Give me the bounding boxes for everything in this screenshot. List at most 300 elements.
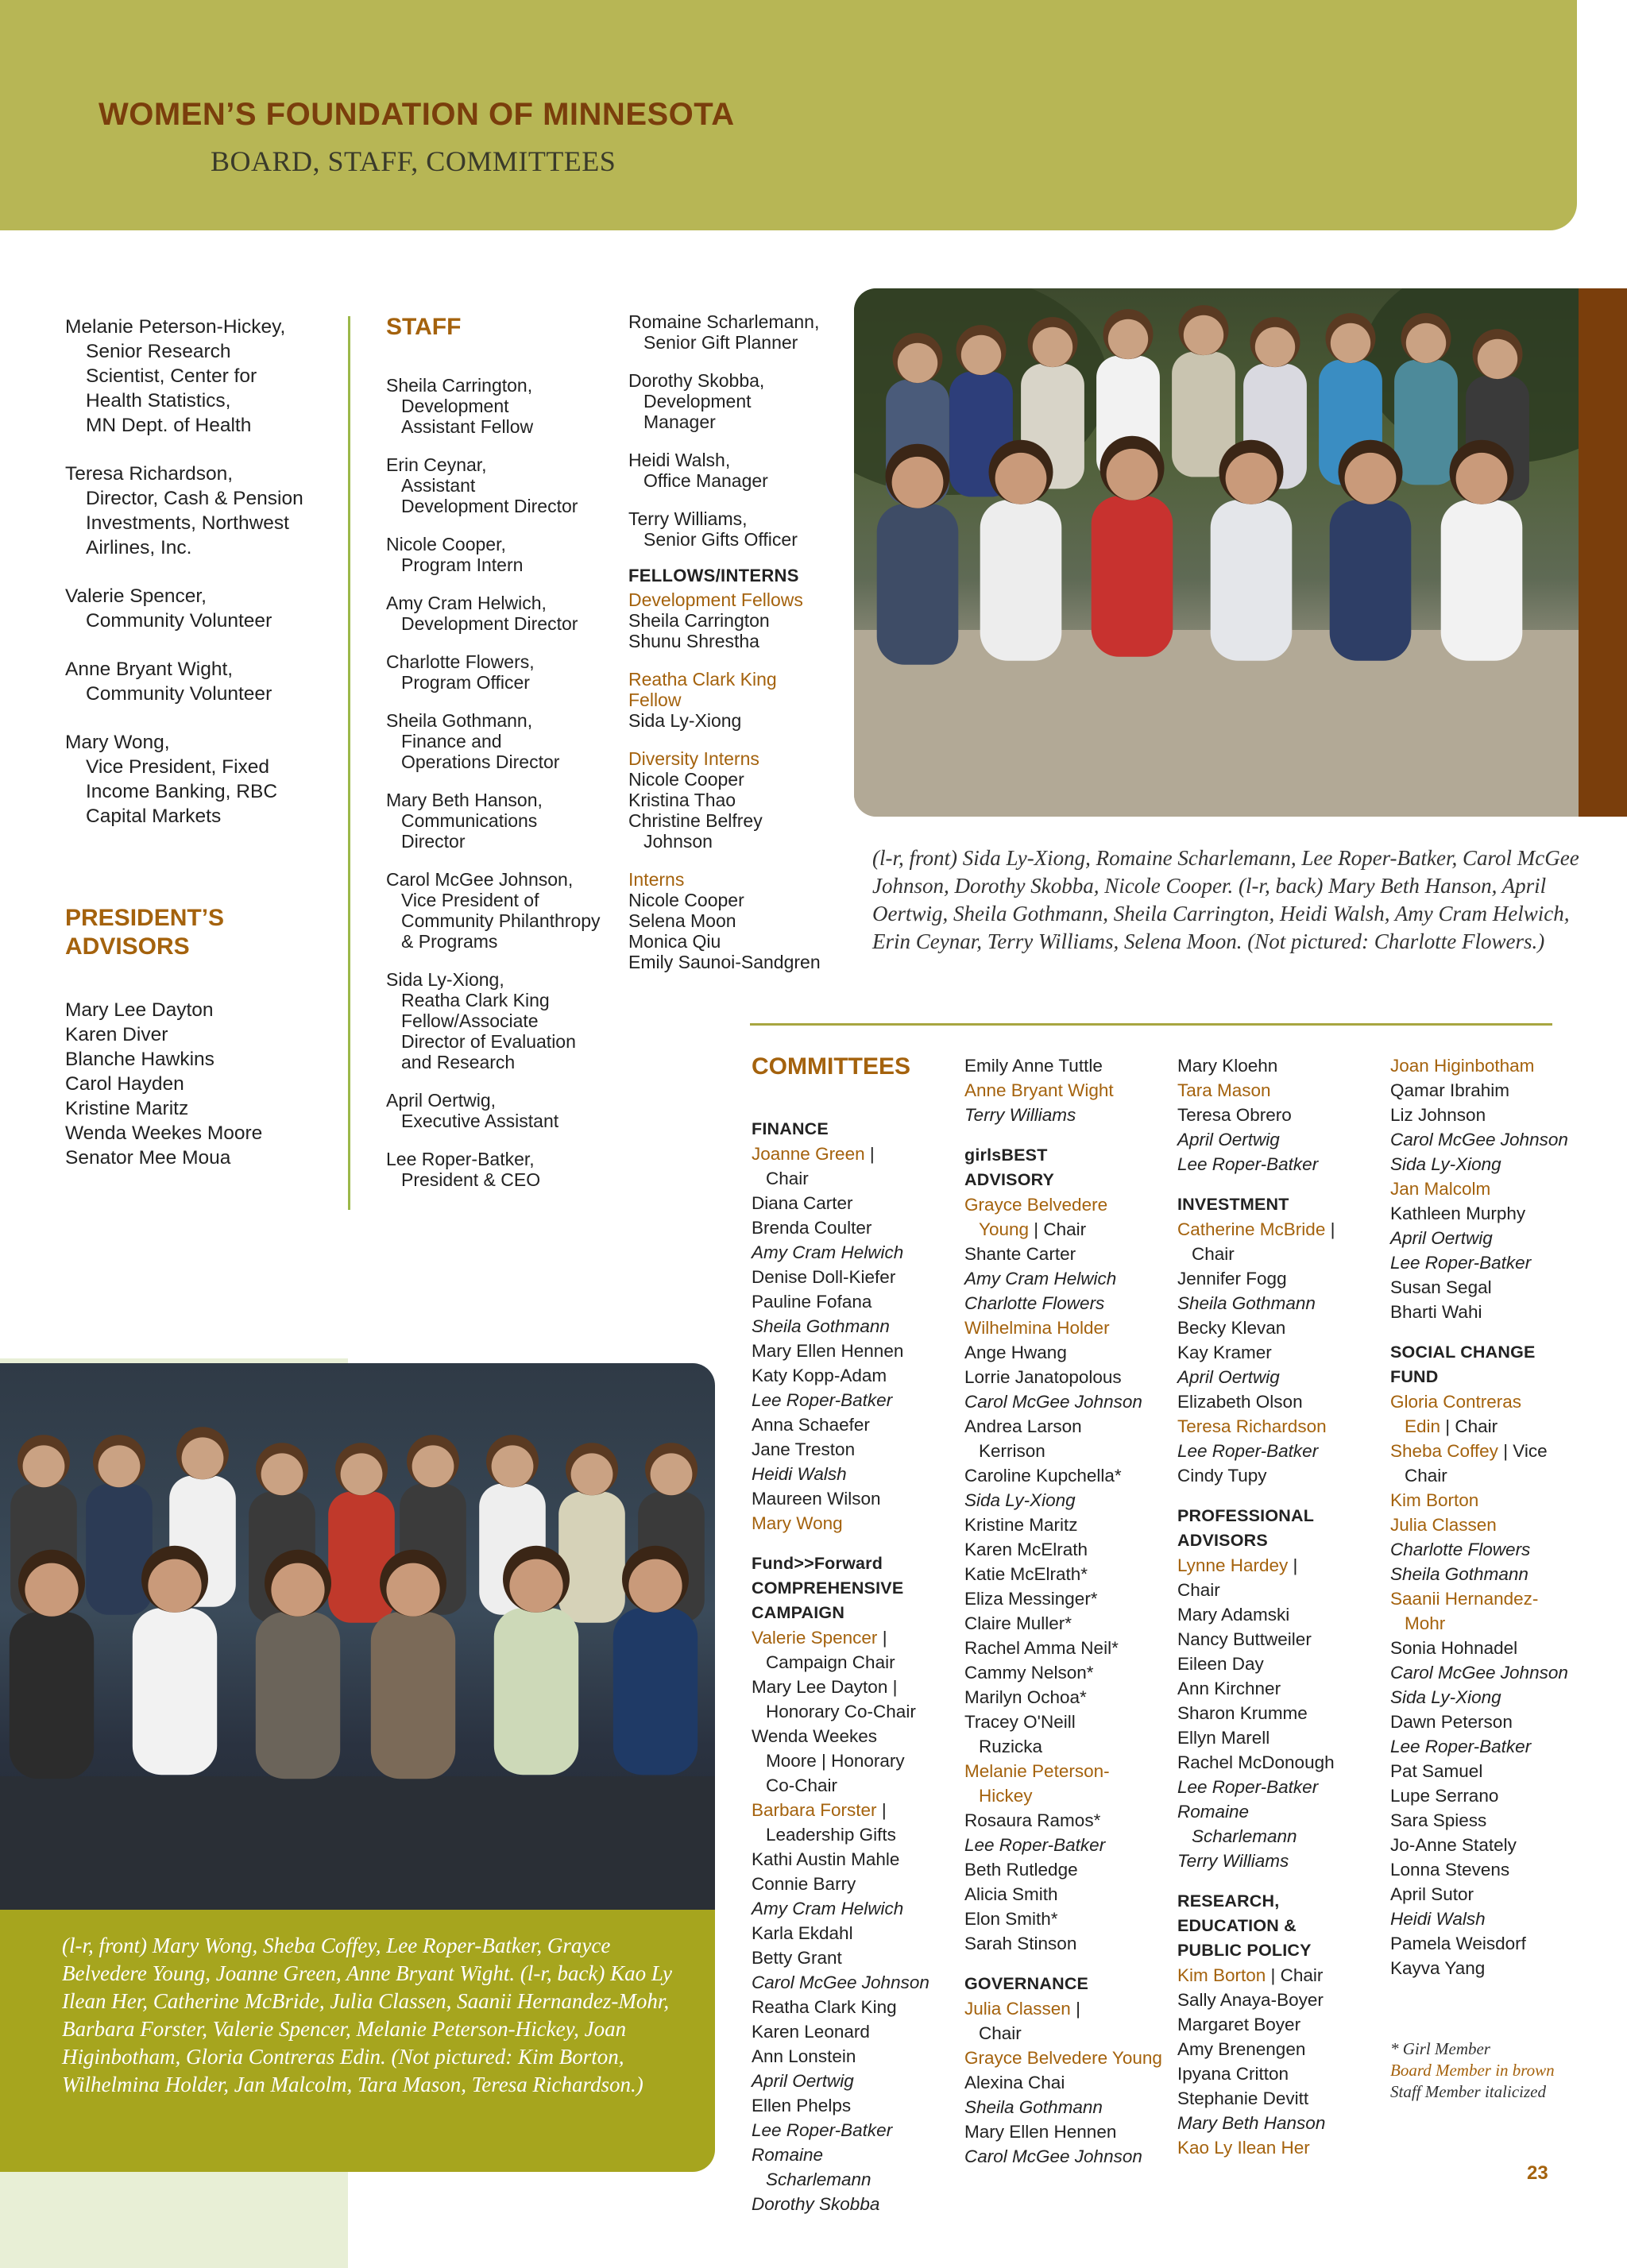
fellow-name: Monica Qiu <box>628 931 721 952</box>
person-face <box>182 1437 224 1479</box>
board-member-role: Investments, Northwest <box>86 512 289 534</box>
committee-line <box>964 1439 1171 1463</box>
legend-board: Board Member in brown <box>1390 2061 1555 2080</box>
committee-line <box>752 1798 958 1822</box>
committee-line <box>752 1822 958 1847</box>
staff-member-name: Sheila Carrington, <box>386 375 533 396</box>
committee-line <box>964 1586 1171 1611</box>
committee-line <box>964 1562 1171 1586</box>
committee-suffix: | <box>1325 1219 1335 1239</box>
fellows-group <box>628 589 859 651</box>
committee-member: Karen McElrath <box>964 1540 1088 1559</box>
page-number: 23 <box>1527 2162 1548 2184</box>
staff-member-name: Nicole Cooper, <box>386 534 506 554</box>
committee-heading <box>752 1601 958 1625</box>
committee-line <box>752 1921 958 1945</box>
legend <box>1390 2038 1555 2103</box>
staff-list-1 <box>386 375 624 1190</box>
committee-member: Beth Rutledge <box>964 1860 1078 1880</box>
committee-line <box>752 1724 958 1748</box>
committee-line <box>1390 1250 1621 1275</box>
fellow-name: Christine Belfrey <box>628 810 763 831</box>
committee-line <box>1390 1833 1621 1857</box>
committee-member: Katie McElrath* <box>964 1564 1088 1584</box>
fellows-group-label: Interns <box>628 869 685 890</box>
committee-heading <box>752 1551 958 1576</box>
committee-line <box>752 1388 958 1412</box>
committee-line <box>752 1872 958 1896</box>
committee-member: Teresa Obrero <box>1177 1105 1292 1125</box>
staff-member-name: Lee Roper-Batker, <box>386 1149 535 1169</box>
committee-member: Rachel McDonough <box>1177 1752 1335 1772</box>
committee-member: Kao Ly Ilean Her <box>1177 2138 1310 2158</box>
committee-member: Connie Barry <box>752 1874 856 1894</box>
committee-member: Mary Kloehn <box>1177 1056 1278 1076</box>
person-face <box>99 1445 141 1487</box>
committee-member: Chair <box>1177 1580 1220 1600</box>
committee-heading-text: PUBLIC POLICY <box>1177 1941 1312 1960</box>
committee-member: Susan Segal <box>1390 1277 1492 1297</box>
committees-column-4 <box>1390 1053 1621 1980</box>
committee-heading-text: FINANCE <box>752 1119 829 1138</box>
committee-line <box>964 1365 1171 1389</box>
committee-member: Lee Roper-Batker <box>964 1835 1106 1855</box>
committee-line <box>1390 1537 1621 1562</box>
committee-line <box>752 1511 958 1536</box>
committee-line <box>752 1363 958 1388</box>
committee-member: Mary Beth Hanson <box>1177 2113 1326 2133</box>
committee-member: Mary Ellen Hennen <box>752 1341 904 1361</box>
committee-line <box>1177 1316 1384 1340</box>
committee-member: Eliza Messinger* <box>964 1589 1098 1609</box>
committee-line <box>1390 1710 1621 1734</box>
committee-line <box>964 1340 1171 1365</box>
committee-line <box>752 1625 958 1650</box>
committee-member: Joan Higinbotham <box>1390 1056 1535 1076</box>
person-silhouette <box>10 1612 94 1779</box>
advisor-name: Mary Lee Dayton <box>65 999 214 1021</box>
committee-member: Carol McGee Johnson <box>964 2146 1142 2166</box>
committee-member: Kay Kramer <box>1177 1343 1272 1362</box>
committee-line <box>752 2069 958 2093</box>
staff-photo-caption: (l-r, front) Sida Ly-Xiong, Romaine Scharlemann, Lee Roper-Batker, Carol McGee Johnson, Dorothy Skobba, Nicole Cooper. (l-r, back) Mary Beth Hanson, April Oertwig, Sheila Gothmann, Sheila Carrington, Heidi Walsh, Amy Cram Helwich, Erin Ceynar, Terry Williams, Selena Moon. (Not pictured: Charlotte Flowers.) <box>872 846 1579 953</box>
committee-line <box>752 1748 958 1773</box>
staff-member-role: Office Manager <box>643 470 768 491</box>
committee-member: Alexina Chai <box>964 2073 1065 2092</box>
committee-line <box>1177 1242 1384 1266</box>
committee-heading-text: SOCIAL CHANGE <box>1390 1343 1536 1362</box>
committee-line <box>1390 1389 1621 1414</box>
staff-section-2 <box>628 311 859 990</box>
committee-line <box>1177 1463 1384 1488</box>
fellow-name: Sida Ly-Xiong <box>628 710 742 731</box>
staff-member-role: Development Director <box>401 613 578 634</box>
committee-member: Carol McGee Johnson <box>964 1392 1142 1412</box>
committee-member: Amy Cram Helwich <box>752 1899 904 1918</box>
person-silhouette <box>371 1612 455 1779</box>
committee-member: Jennifer Fogg <box>1177 1269 1287 1289</box>
committee-member: Ellen Phelps <box>752 2096 852 2115</box>
committee-line <box>1177 1414 1384 1439</box>
person-silhouette <box>877 504 959 665</box>
committee-member: Lee Roper-Batker <box>1390 1253 1532 1273</box>
committee-member: Wenda Weekes <box>752 1726 878 1746</box>
committee-member: Tara Mason <box>1177 1080 1271 1100</box>
committee-member: April Oertwig <box>1177 1367 1280 1387</box>
committee-line <box>1177 1439 1384 1463</box>
committee-line <box>752 1437 958 1462</box>
staff-member-role: Fellow/Associate <box>401 1010 539 1031</box>
committee-heading <box>964 1972 1171 1996</box>
committee-member: Sara Spiess <box>1390 1810 1487 1830</box>
committee-member: Ruzicka <box>979 1737 1043 1756</box>
committee-heading-text: girlsBEST <box>964 1146 1048 1165</box>
person-face <box>995 453 1047 504</box>
staff-member-entry <box>386 710 624 772</box>
person-silhouette <box>980 500 1062 661</box>
committee-line <box>752 1462 958 1486</box>
committee-member: Tracey O'Neill <box>964 1712 1076 1732</box>
committee-member: Rosaura Ramos* <box>964 1810 1101 1830</box>
staff-photo-illustration <box>854 288 1579 817</box>
committee-member: Caroline Kupchella* <box>964 1466 1122 1486</box>
staff-member-role: Director of Evaluation <box>401 1031 576 1052</box>
committee-line <box>752 1650 958 1675</box>
committee-line <box>752 1191 958 1215</box>
committee-line <box>964 1710 1171 1734</box>
committee-member: Lee Roper-Batker <box>1390 1737 1532 1756</box>
board-member-role: Health Statistics, <box>86 390 231 411</box>
committee-line <box>1177 1824 1384 1849</box>
staff-member-name: Sida Ly-Xiong, <box>386 969 504 990</box>
committee-line <box>1177 1266 1384 1291</box>
committee-line <box>1177 2012 1384 2037</box>
staff-member-role: and Research <box>401 1052 516 1072</box>
person-face <box>1456 453 1508 504</box>
committee-member: Sonia Hohnadel <box>1390 1638 1518 1658</box>
staff-member-entry <box>386 534 624 575</box>
board-member-name: Melanie Peterson-Hickey, <box>65 316 286 338</box>
committee-member: Reatha Clark King <box>752 1997 897 2017</box>
committee-line <box>752 2192 958 2216</box>
committee-member: Sheila Gothmann <box>1177 1293 1316 1313</box>
committee-line <box>752 1265 958 1289</box>
committee-line <box>752 2118 958 2142</box>
committee-member: Julia Classen <box>964 1999 1071 2019</box>
committee-member: Diana Carter <box>752 1193 853 1213</box>
committee-member: Valerie Spencer <box>752 1628 878 1648</box>
committee-suffix: | <box>864 1144 875 1164</box>
board-member-role: Capital Markets <box>86 806 222 827</box>
committee-member: Margaret Boyer <box>1177 2015 1301 2034</box>
committee-line <box>1390 1759 1621 1783</box>
person-face <box>1478 339 1517 379</box>
staff-member-entry <box>386 375 624 437</box>
person-face <box>1345 453 1397 504</box>
committee-line <box>964 1316 1171 1340</box>
board-photo-illustration <box>0 1363 715 1910</box>
staff-member-role: Director <box>401 831 466 852</box>
caption-divider <box>750 1023 1552 1026</box>
committee-member: Lee Roper-Batker <box>1177 1777 1319 1797</box>
committee-member: Pauline Fofana <box>752 1292 872 1312</box>
staff-member-role: Development <box>643 391 752 411</box>
committee-line <box>964 1857 1171 1882</box>
committee-line <box>1177 1725 1384 1750</box>
committee-line <box>1177 1988 1384 2012</box>
advisor-name: Carol Hayden <box>65 1073 184 1095</box>
committee-line <box>752 2167 958 2192</box>
committee-member: Amy Cram Helwich <box>752 1242 904 1262</box>
advisors-list <box>65 998 343 1170</box>
committee-member: Lynne Hardey <box>1177 1555 1289 1575</box>
committee-line <box>964 1078 1171 1103</box>
board-member-role: Senior Research <box>86 341 231 362</box>
person-silhouette <box>86 1484 153 1615</box>
committee-member: Kayva Yang <box>1390 1958 1486 1978</box>
person-face <box>1184 315 1223 355</box>
fellow-name: Selena Moon <box>628 910 736 931</box>
committee-line <box>964 1513 1171 1537</box>
committee-member: Kathleen Murphy <box>1390 1204 1526 1223</box>
committee-member: Shante Carter <box>964 1244 1076 1264</box>
committee-member: Jan Malcolm <box>1390 1179 1491 1199</box>
committee-heading-text: RESEARCH, <box>1177 1891 1280 1911</box>
committee-line <box>1390 1414 1621 1439</box>
committee-member: Lee Roper-Batker <box>1177 1154 1319 1174</box>
committee-line <box>752 1142 958 1166</box>
person-face <box>341 1453 383 1495</box>
committee-member: Elon Smith* <box>964 1909 1058 1929</box>
presidents-advisors-heading: PRESIDENT’S ADVISORS <box>65 905 225 960</box>
committee-heading-text: CAMPAIGN <box>752 1603 845 1622</box>
committee-line <box>964 1611 1171 1636</box>
committee-line <box>964 1291 1171 1316</box>
committee-line <box>964 1217 1171 1242</box>
committee-line <box>1390 1226 1621 1250</box>
committee-line <box>1177 1078 1384 1103</box>
committee-line <box>1177 1750 1384 1775</box>
person-face <box>892 457 944 508</box>
committee-line <box>964 1103 1171 1127</box>
board-member-entry <box>65 315 343 438</box>
staff-member-role: President & CEO <box>401 1169 541 1190</box>
committee-heading <box>1390 1340 1621 1365</box>
committee-line <box>1390 1275 1621 1300</box>
committee-member: Marilyn Ochoa* <box>964 1687 1087 1707</box>
committee-heading <box>1390 1365 1621 1389</box>
fellows-group <box>628 869 859 972</box>
committee-heading-text: EDUCATION & <box>1177 1916 1297 1935</box>
committee-line <box>1390 1201 1621 1226</box>
committee-line <box>752 1339 958 1363</box>
committee-member: Campaign Chair <box>766 1652 895 1672</box>
committee-line <box>964 1907 1171 1931</box>
staff-member-role: Finance and <box>401 731 502 751</box>
fellow-name: Johnson <box>643 831 713 852</box>
committee-member: Elizabeth Olson <box>1177 1392 1303 1412</box>
committee-member: Ann Kirchner <box>1177 1679 1281 1698</box>
committee-member: Wilhelmina Holder <box>964 1318 1110 1338</box>
committee-line <box>1390 1636 1621 1660</box>
board-photo-caption: (l-r, front) Mary Wong, Sheba Coffey, Lee Roper-Batker, Grayce Belvedere Young, Joanne Green, Anne Bryant Wight. (l-r, back) Kao Ly Ilean Her, Catherine McBride, Julia Classen, Saanii Hernandez-Mohr, Barbara Forster, Valerie Spencer, Melanie Peterson-Hickey, Joan Higinbotham, Gloria Contreras Edin. (Not pictured: Kim Borton, Wilhelmina Holder, Jan Malcolm, Tara Mason, Teresa Richardson.) <box>62 1934 673 2096</box>
committee-heading <box>752 1117 958 1142</box>
person-face <box>271 1563 324 1617</box>
committee-member: Carol McGee Johnson <box>1390 1130 1568 1149</box>
committee-line <box>1390 1783 1621 1808</box>
board-member-role: Vice President, Fixed <box>86 756 270 778</box>
committee-heading <box>1177 1504 1384 1528</box>
committee-member: Ann Lonstein <box>752 2046 856 2066</box>
committee-suffix: | Chair <box>1440 1416 1498 1436</box>
person-face <box>1255 327 1295 367</box>
spacer <box>964 1956 1171 1972</box>
committee-line <box>1390 1439 1621 1463</box>
board-member-role: Community Volunteer <box>86 610 272 632</box>
committee-member: Catherine McBride <box>1177 1219 1326 1239</box>
staff-member-entry <box>386 593 624 634</box>
committee-line <box>964 1242 1171 1266</box>
committee-member: Rachel Amma Neil* <box>964 1638 1119 1658</box>
committee-member: Hickey <box>979 1786 1033 1806</box>
committee-member: Brenda Coulter <box>752 1218 872 1238</box>
staff-heading: STAFF <box>386 314 462 340</box>
staff-member-entry <box>386 969 624 1072</box>
board-member-entry <box>65 730 343 829</box>
committee-line <box>1177 1963 1384 1988</box>
staff-member-name: Romaine Scharlemann, <box>628 311 820 332</box>
committee-member: Grayce Belvedere Young <box>964 2048 1162 2068</box>
committee-line <box>964 1660 1171 1685</box>
committee-line <box>1390 1931 1621 1956</box>
committee-member: Pamela Weisdorf <box>1390 1934 1526 1953</box>
committee-line <box>964 1053 1171 1078</box>
fellows-group <box>628 669 859 731</box>
person-face <box>386 1563 439 1617</box>
committee-line <box>1390 1562 1621 1586</box>
committee-line <box>1177 1602 1384 1627</box>
committee-member: Scharlemann <box>1192 1826 1297 1846</box>
committee-member: Lorrie Janatopolous <box>964 1367 1122 1387</box>
committee-member: Mary Lee Dayton | <box>752 1677 898 1697</box>
committee-member: Chair <box>1405 1466 1447 1486</box>
person-face <box>1108 319 1148 359</box>
committee-line <box>1390 1734 1621 1759</box>
committee-heading <box>752 1576 958 1601</box>
staff-member-role: Assistant Fellow <box>401 416 534 437</box>
committee-member: Sida Ly-Xiong <box>1390 1687 1501 1707</box>
staff-member-role: Senior Gift Planner <box>643 332 798 353</box>
committee-member: Heidi Walsh <box>752 1464 847 1484</box>
staff-member-role: Development <box>401 396 509 416</box>
committee-member: Andrea Larson <box>964 1416 1082 1436</box>
staff-member-entry <box>628 311 859 353</box>
staff-member-name: Terry Williams, <box>628 508 748 529</box>
fellow-name: Sheila Carrington <box>628 610 770 631</box>
committee-member: Romaine <box>752 2145 824 2165</box>
staff-member-entry <box>386 1090 624 1131</box>
committee-line <box>1177 1340 1384 1365</box>
committee-line <box>1390 1956 1621 1980</box>
committee-heading-text: FUND <box>1390 1367 1439 1386</box>
committee-member: Emily Anne Tuttle <box>964 1056 1103 1076</box>
person-face <box>492 1445 534 1487</box>
board-member-role: Community Volunteer <box>86 683 272 705</box>
committee-member: Sheila Gothmann <box>964 2097 1103 2117</box>
staff-member-role: Communications <box>401 810 538 831</box>
committee-member: Karen Leonard <box>752 2022 870 2042</box>
person-face <box>898 343 937 383</box>
committee-line <box>752 1240 958 1265</box>
advisor-name: Wenda Weekes Moore <box>65 1122 263 1144</box>
committee-line <box>1390 1857 1621 1882</box>
committee-line <box>964 1734 1171 1759</box>
person-face <box>1406 323 1446 363</box>
person-face <box>25 1563 78 1617</box>
person-silhouette <box>1394 360 1458 485</box>
committee-member: Charlotte Flowers <box>1390 1540 1531 1559</box>
committee-line <box>964 1463 1171 1488</box>
committee-member: April Oertwig <box>1390 1228 1493 1248</box>
staff-member-entry <box>386 454 624 516</box>
committee-line <box>752 1945 958 1970</box>
committee-member: April Oertwig <box>1177 1130 1280 1149</box>
staff-member-role: Community Philanthropy <box>401 910 601 931</box>
committee-member: Mary Adamski <box>1177 1605 1290 1625</box>
committee-member: Sheila Gothmann <box>752 1316 890 1336</box>
staff-member-entry <box>628 370 859 432</box>
committee-line <box>1390 1078 1621 1103</box>
staff-member-entry <box>628 450 859 491</box>
committee-line <box>964 1882 1171 1907</box>
committee-line <box>964 1833 1171 1857</box>
committee-line <box>1390 1882 1621 1907</box>
committee-heading <box>964 1143 1171 1168</box>
committee-member: Chair <box>766 1169 809 1188</box>
staff-member-name: Charlotte Flowers, <box>386 651 535 672</box>
committee-line <box>964 1685 1171 1710</box>
committee-line <box>1177 1676 1384 1701</box>
committee-line <box>1177 1775 1384 1799</box>
committee-line <box>752 1675 958 1699</box>
committee-member: Kim Borton <box>1390 1490 1479 1510</box>
committee-heading <box>1177 1528 1384 1553</box>
committee-line <box>752 1314 958 1339</box>
committee-line <box>1177 2086 1384 2111</box>
committees-column-3 <box>1177 1053 1384 2160</box>
staff-member-role: Development Director <box>401 496 578 516</box>
committee-line <box>1390 1685 1621 1710</box>
board-group-photo <box>0 1363 715 1910</box>
committee-line <box>964 1931 1171 1956</box>
board-member-entry <box>65 657 343 706</box>
committee-line <box>752 1995 958 2019</box>
board-member-name: Valerie Spencer, <box>65 585 207 607</box>
spacer <box>1177 1873 1384 1889</box>
presidents-advisors <box>65 904 343 1170</box>
committee-member: Jo-Anne Stately <box>1390 1835 1517 1855</box>
person-face <box>509 1559 562 1613</box>
person-face <box>1107 449 1158 500</box>
person-silhouette <box>1330 500 1412 661</box>
committee-line <box>1177 1291 1384 1316</box>
person-face <box>148 1559 201 1613</box>
committee-suffix: | Chair <box>1266 1965 1324 1985</box>
staff-member-role: Senior Gifts Officer <box>643 529 798 550</box>
legend-girl: * Girl Member <box>1390 2039 1490 2058</box>
committee-member: Mary Ellen Hennen <box>964 2122 1117 2142</box>
person-face <box>651 1453 693 1495</box>
